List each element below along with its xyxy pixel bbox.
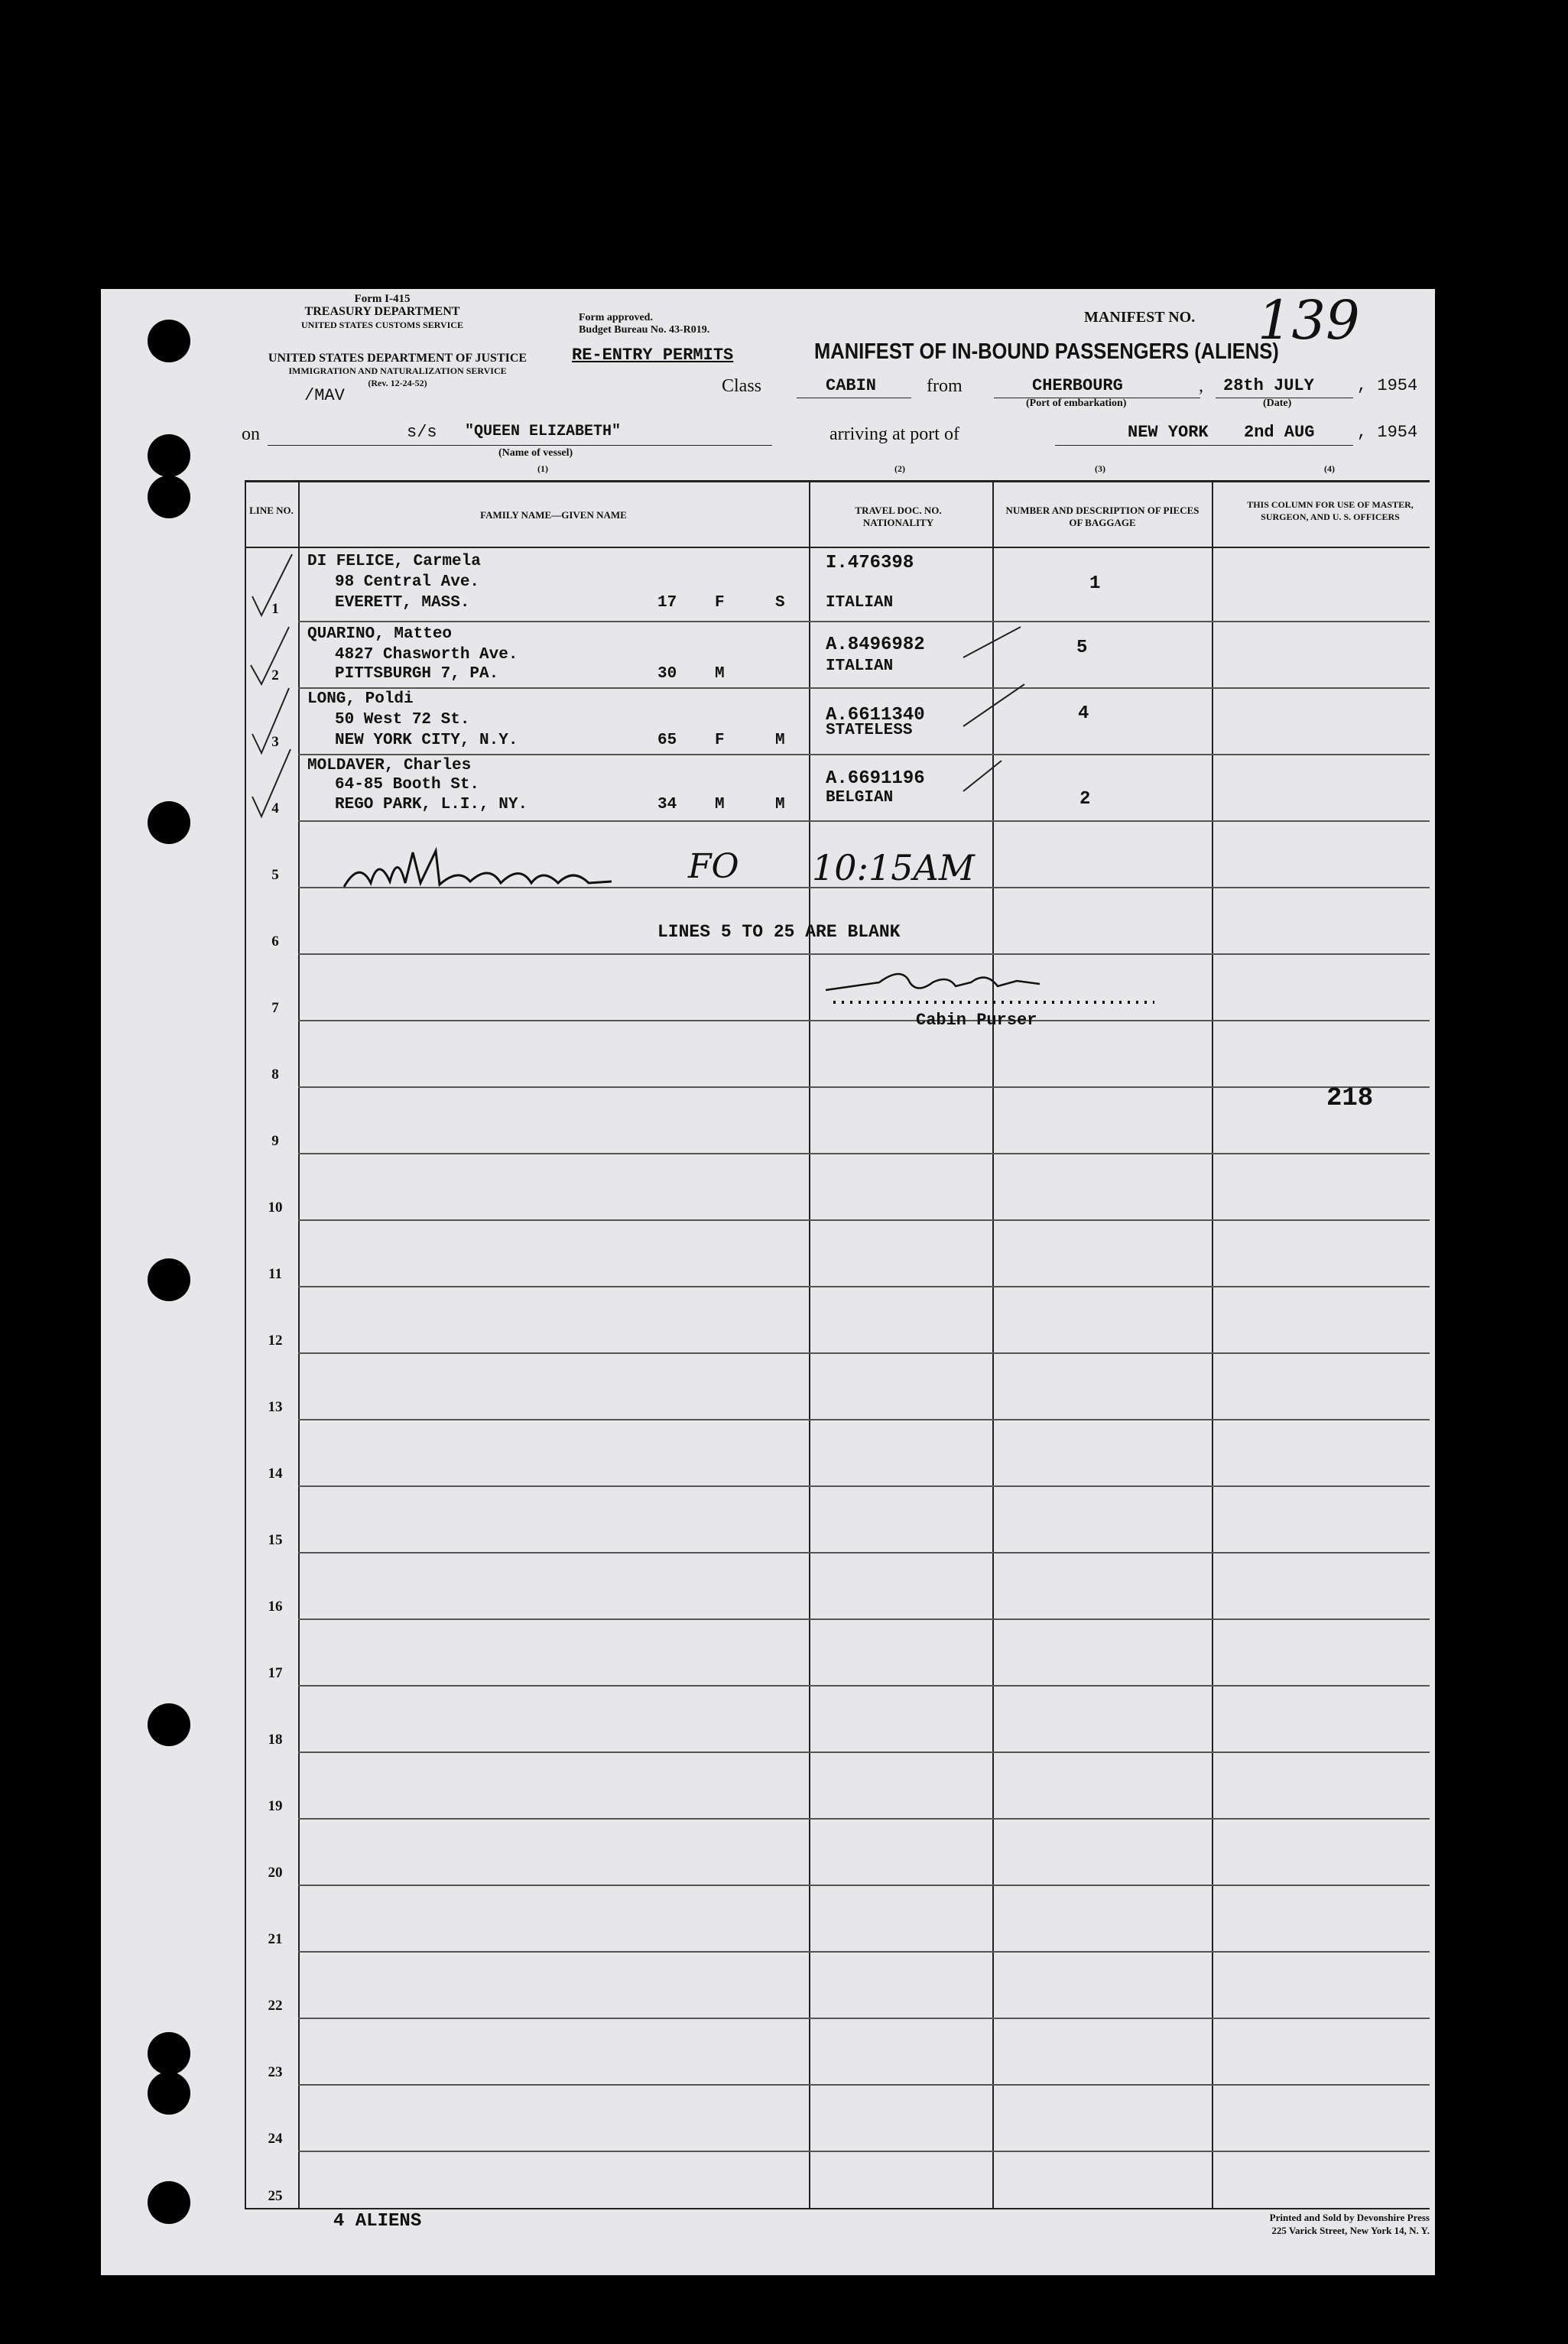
arrival-port: NEW YORK — [1128, 423, 1209, 442]
punch-hole — [148, 2181, 190, 2224]
passenger-street: 50 West 72 St. — [335, 711, 470, 729]
justice-label: UNITED STATES DEPARTMENT OF JUSTICE — [268, 352, 528, 365]
arrival-year: , 1954 — [1357, 423, 1418, 442]
inspection-time: 10:15AM — [812, 847, 975, 888]
line-number: 1 — [271, 601, 279, 617]
line-number: 11 — [268, 1266, 282, 1282]
passenger-status: M — [775, 796, 785, 813]
purser-title: Cabin Purser — [916, 1011, 1037, 1030]
printer-line-2: 225 Varick Street, New York 14, N. Y. — [1271, 2225, 1430, 2236]
comma: , — [1199, 376, 1203, 396]
line-number: 16 — [268, 1599, 283, 1615]
line-number: 17 — [268, 1665, 283, 1681]
form-approved: Form approved. — [579, 312, 653, 323]
passenger-bags: 2 — [1079, 789, 1091, 810]
line-number: 21 — [268, 1931, 283, 1947]
arriving-label: arriving at port of — [829, 424, 959, 444]
line-number: 25 — [268, 2188, 283, 2204]
passenger-bags: 1 — [1089, 573, 1101, 594]
ins-label: IMMIGRATION AND NATURALIZATION SERVICE — [288, 365, 507, 376]
doc-tick-marks — [948, 619, 1040, 795]
vessel-name: "QUEEN ELIZABETH" — [465, 423, 622, 440]
treasury-label: TREASURY DEPARTMENT — [304, 305, 460, 318]
vessel-prefix: s/s — [407, 423, 437, 442]
col-marker: (3) — [1095, 463, 1105, 474]
passenger-sex: M — [715, 796, 725, 813]
passenger-street: 4827 Chasworth Ave. — [335, 646, 518, 664]
reentry-permits: RE-ENTRY PERMITS — [572, 346, 734, 365]
punch-hole — [148, 2072, 190, 2115]
line-number: 22 — [268, 1998, 283, 2014]
check-marks — [245, 550, 313, 826]
arrival-date: 2nd AUG — [1244, 423, 1315, 442]
passenger-doc: A.8496982 — [826, 635, 925, 655]
passenger-sex: F — [715, 594, 725, 612]
line-number: 7 — [271, 1000, 279, 1016]
line-number: 24 — [268, 2131, 283, 2147]
page-title: MANIFEST OF IN-BOUND PASSENGERS (ALIENS) — [814, 339, 1279, 364]
line-number: 23 — [268, 2064, 283, 2080]
punch-hole — [148, 1258, 190, 1301]
punch-hole — [148, 801, 190, 844]
passenger-sex: M — [715, 665, 725, 683]
port-caption: (Port of embarkation) — [1026, 398, 1127, 409]
header-line-no: LINE NO. — [249, 505, 294, 516]
passenger-name: LONG, Poldi — [307, 690, 414, 708]
officer-signature — [336, 845, 719, 898]
mav-mark: /MAV — [304, 386, 345, 405]
passenger-status: M — [775, 732, 785, 749]
line-number: 5 — [271, 867, 279, 883]
passenger-nationality: STATELESS — [826, 722, 913, 739]
printer-line-1: Printed and Sold by Devonshire Press — [1269, 2212, 1430, 2223]
manifest-number: 139 — [1258, 289, 1360, 352]
on-label: on — [242, 424, 260, 444]
passenger-nationality: ITALIAN — [826, 657, 894, 675]
passenger-name: DI FELICE, Carmela — [307, 553, 481, 570]
passenger-doc: I.476398 — [826, 553, 914, 573]
passenger-doc: A.6691196 — [826, 768, 925, 789]
line-number: 8 — [271, 1066, 279, 1083]
officer-note: 218 — [1326, 1084, 1374, 1113]
total-aliens: 4 ALIENS — [333, 2211, 422, 2232]
line-number: 6 — [271, 933, 279, 950]
blank-lines-note: LINES 5 TO 25 ARE BLANK — [657, 922, 901, 942]
passenger-status: S — [775, 594, 785, 612]
line-number: 2 — [271, 667, 279, 683]
line-number: 4 — [271, 800, 279, 817]
col-marker: (4) — [1324, 463, 1335, 474]
punch-hole — [148, 434, 190, 477]
customs-label: UNITED STATES CUSTOMS SERVICE — [301, 320, 463, 330]
line-number: 12 — [268, 1333, 283, 1349]
passenger-name: QUARINO, Matteo — [307, 625, 453, 643]
line-number: 3 — [271, 734, 279, 750]
passenger-sex: F — [715, 732, 725, 749]
purser-signature — [818, 959, 1154, 1005]
passenger-street: 64-85 Booth St. — [335, 776, 480, 794]
embark-date: 28th JULY — [1223, 376, 1314, 395]
header-baggage: NUMBER AND DESCRIPTION OF PIECES OF BAGGAGE — [1005, 505, 1200, 528]
line-number: 9 — [271, 1133, 279, 1149]
line-number: 20 — [268, 1865, 283, 1881]
passenger-age: 17 — [657, 594, 677, 612]
embark-year: , 1954 — [1357, 376, 1418, 395]
line-number: 19 — [268, 1798, 283, 1814]
line-number: 14 — [268, 1466, 283, 1482]
passenger-age: 65 — [657, 732, 677, 749]
passenger-age: 30 — [657, 665, 677, 683]
passenger-city: PITTSBURGH 7, PA. — [335, 665, 499, 683]
passenger-city: NEW YORK CITY, N.Y. — [335, 732, 518, 749]
budget-bureau: Budget Bureau No. 43-R019. — [579, 324, 710, 336]
passenger-city: EVERETT, MASS. — [335, 594, 470, 612]
punch-hole — [148, 320, 190, 362]
line-number: 15 — [268, 1532, 283, 1548]
line-number: 10 — [268, 1200, 283, 1216]
date-caption: (Date) — [1263, 398, 1292, 409]
manifest-no-label: MANIFEST NO. — [1084, 309, 1196, 326]
form-number: Form I-415 — [354, 293, 411, 305]
col-marker: (1) — [537, 463, 548, 474]
class-label: Class — [722, 376, 762, 396]
header-name: FAMILY NAME—GIVEN NAME — [480, 509, 627, 521]
passenger-age: 34 — [657, 796, 677, 813]
port-of-embarkation: CHERBOURG — [1032, 376, 1123, 395]
passenger-bags: 4 — [1078, 703, 1089, 724]
line-number: 13 — [268, 1399, 283, 1415]
punch-hole — [148, 476, 190, 518]
punch-hole — [148, 1703, 190, 1746]
passenger-street: 98 Central Ave. — [335, 573, 480, 591]
vessel-caption: (Name of vessel) — [498, 447, 573, 459]
from-label: from — [927, 376, 963, 396]
passenger-nationality: ITALIAN — [826, 594, 894, 612]
officer-initials: FO — [688, 847, 739, 886]
header-travel-doc: TRAVEL DOC. NO. NATIONALITY — [855, 505, 942, 528]
passenger-bags: 5 — [1076, 638, 1088, 658]
passenger-doc: A.6611340 — [826, 705, 925, 726]
punch-hole — [148, 2032, 190, 2075]
passenger-city: REGO PARK, L.I., NY. — [335, 796, 528, 813]
col-marker: (2) — [894, 463, 905, 474]
passenger-name: MOLDAVER, Charles — [307, 757, 472, 774]
line-number: 18 — [268, 1732, 283, 1748]
class-value: CABIN — [826, 376, 877, 395]
header-officers: THIS COLUMN FOR USE OF MASTER, SURGEON, AND U. S. OFFICERS — [1247, 499, 1414, 522]
revision-label: (Rev. 12-24-52) — [368, 378, 427, 388]
passenger-nationality: BELGIAN — [826, 789, 894, 807]
